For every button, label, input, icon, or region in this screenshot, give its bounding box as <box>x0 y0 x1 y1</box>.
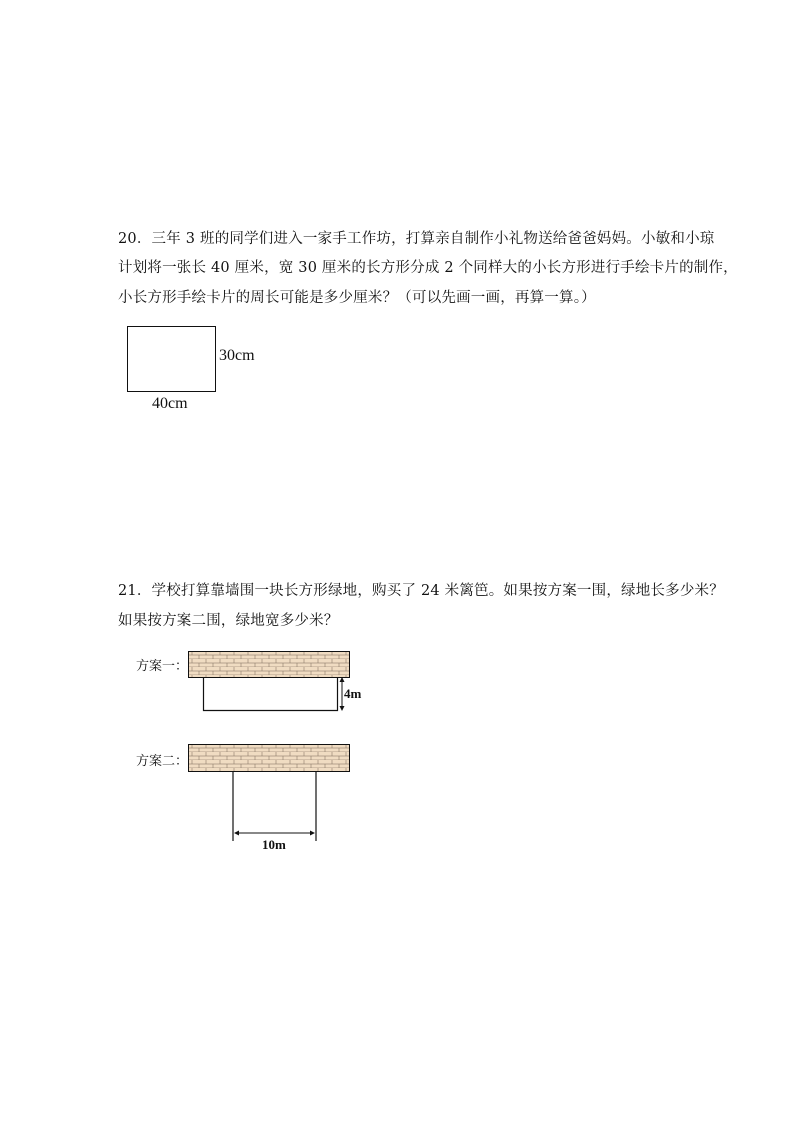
plan-1-label: 方案一： <box>136 659 189 674</box>
question-20-line-1: 20．三年 3 班的同学们进入一家手工作坊，打算亲自制作小礼物送给爸爸妈妈。小敏和小琼 <box>118 231 715 247</box>
plan-2-label: 方案二： <box>136 754 189 769</box>
question-20-line-2: 计划将一张长 40 厘米，宽 30 厘米的长方形分成 2 个同样大的小长方形进行手绘卡片的制作， <box>118 260 738 276</box>
plan-1-wall <box>188 651 350 678</box>
plan-2-wall <box>188 744 350 772</box>
length-label: 40cm <box>152 395 188 412</box>
plan-1-garden <box>203 677 353 713</box>
plan-2-dimension: 10m <box>262 837 286 852</box>
width-label: 30cm <box>219 347 255 364</box>
plan-2-garden <box>232 771 318 843</box>
rectangle-figure <box>127 326 216 392</box>
question-21-line-2: 如果按方案二围，绿地宽多少米？ <box>118 613 339 629</box>
question-21-line-1: 21．学校打算靠墙围一块长方形绿地，购买了 24 米篱笆。如果按方案一围，绿地长多少米？ <box>118 583 724 599</box>
question-20-line-3: 小长方形手绘卡片的周长可能是多少厘米？（可以先画一画，再算一算。） <box>118 290 596 306</box>
plan-1-dimension: 4m <box>344 686 362 701</box>
